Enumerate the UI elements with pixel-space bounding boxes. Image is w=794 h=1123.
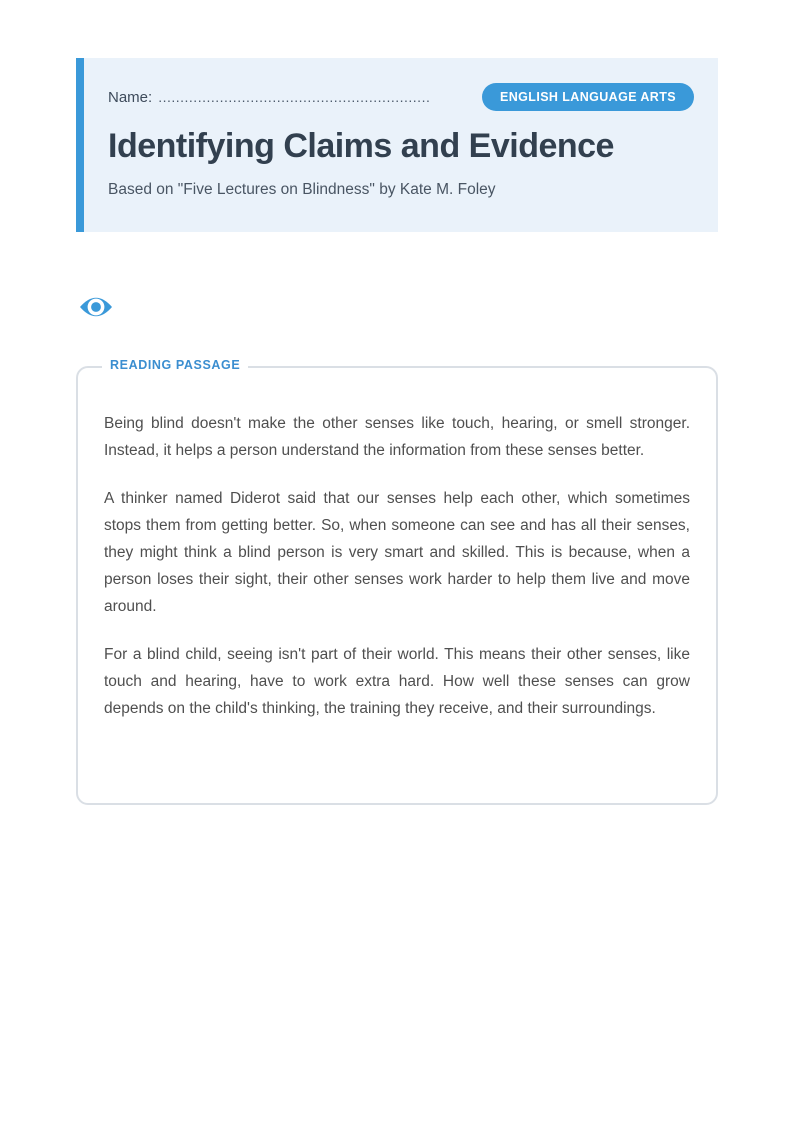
name-row	[108, 58, 694, 111]
passage-paragraph-3: For a blind child, seeing isn't part of their world. This means their other senses, like touch and hearing, have to work extra hard. How well these senses can grow depends on the child's thinking, the training they receive, and their surroundings.	[104, 646, 690, 717]
reading-passage-text	[78, 368, 716, 722]
name-fill-line: ..............................................................	[158, 88, 431, 105]
passage-paragraph-2: A thinker named Diderot said that our senses help each other, which sometimes stops them from getting better. So, when someone can see and has all their senses, they might think a blind person is very smart and skilled. This is because, when a person loses their sight, their other senses work harder to help them live and move around.	[104, 490, 690, 615]
passage-paragraph-1: Being blind doesn't make the other senses like touch, hearing, or smell stronger. Instead, it helps a person understand the information from these senses better.	[104, 415, 690, 459]
page-subtitle: Based on "Five Lectures on Blindness" by Kate M. Foley	[108, 181, 496, 198]
reading-passage-box	[76, 358, 718, 805]
name-label: Name:	[108, 88, 153, 106]
header-accent-bar	[76, 58, 84, 232]
worksheet-header	[76, 58, 718, 232]
reading-passage-label: READING PASSAGE	[102, 358, 248, 372]
header-content	[108, 58, 694, 232]
name-field	[108, 89, 430, 106]
subject-badge: ENGLISH LANGUAGE ARTS	[482, 83, 694, 111]
page-title: Identifying Claims and Evidence	[108, 127, 614, 165]
eye-icon	[78, 292, 114, 322]
